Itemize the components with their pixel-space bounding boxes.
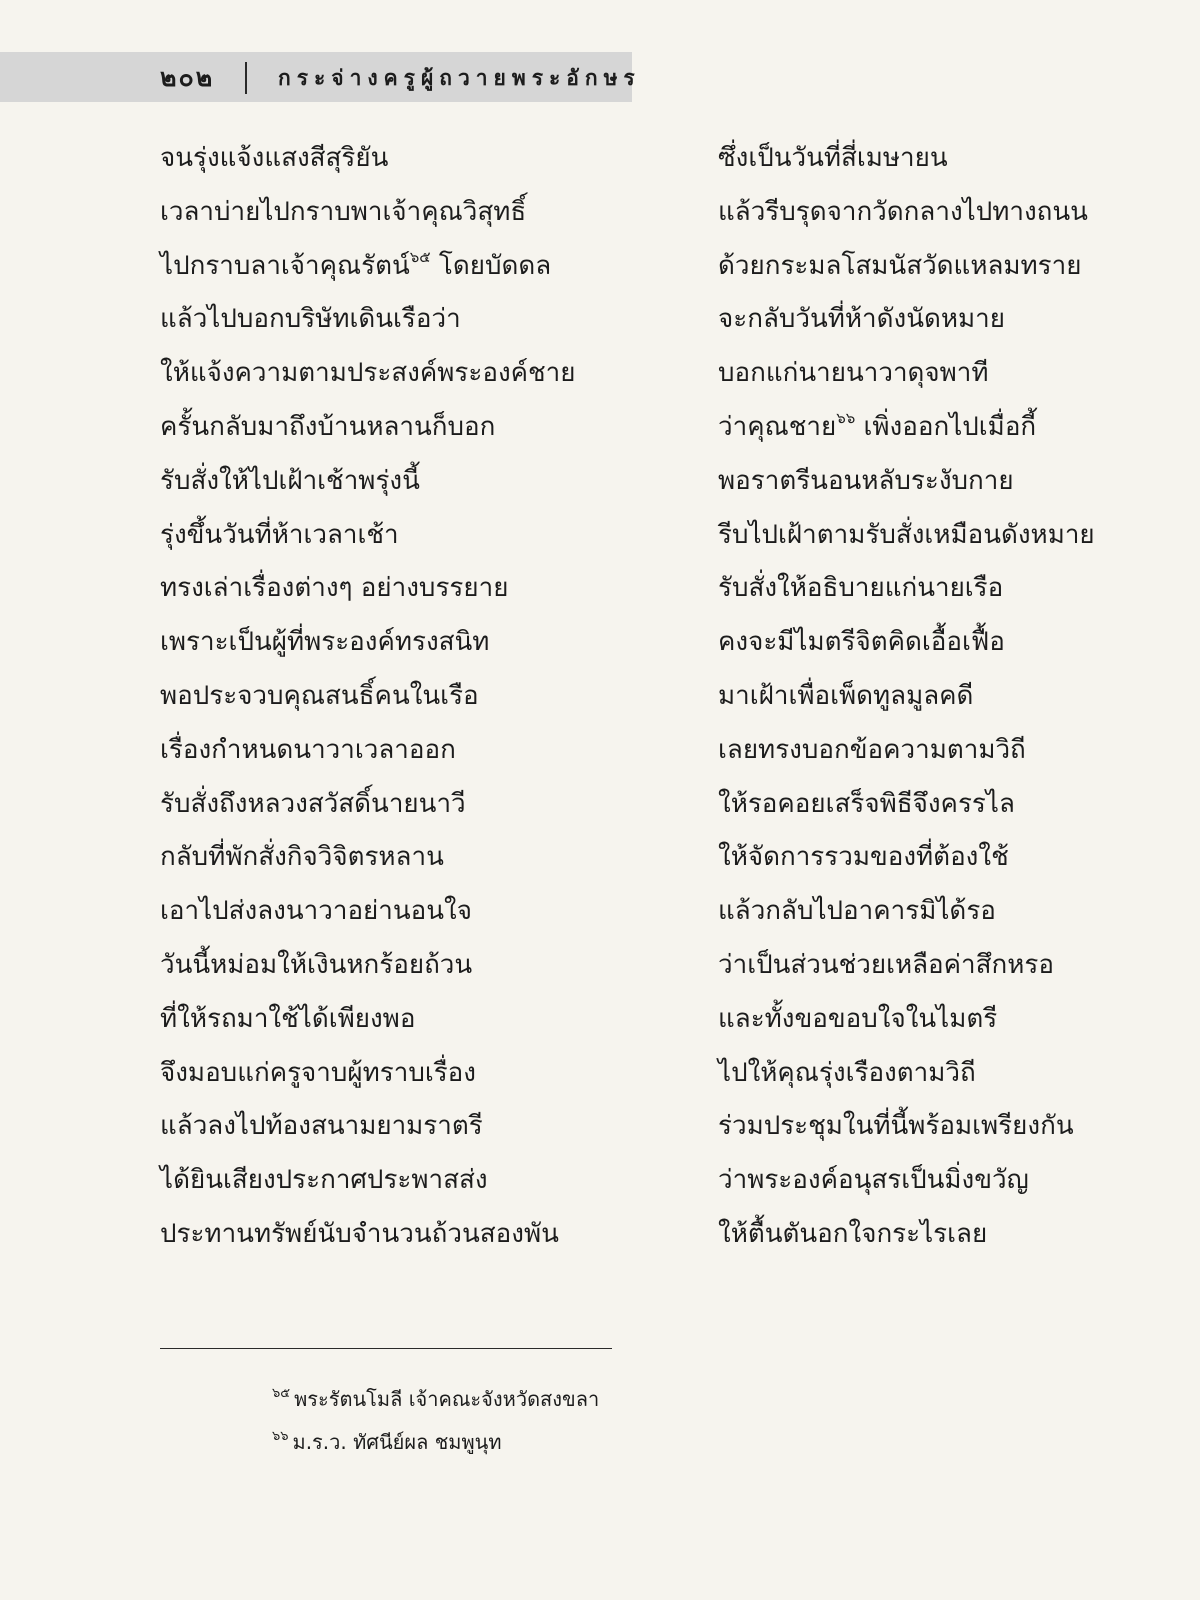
poem-column-right — [718, 132, 1158, 1262]
poem-line-text: แล้วรีบรุดจากวัดกลางไปทางถนน — [718, 196, 1088, 227]
footnote-text: พระรัตนโมลี เจ้าคณะจังหวัดสงขลา — [294, 1387, 600, 1411]
poem-line — [160, 293, 660, 347]
poem-line-text: จะกลับวันที่ห้าดังนัดหมาย — [718, 304, 1005, 335]
footnote-reference: ๖๕ — [409, 247, 431, 266]
poem-line-text: กลับที่พักสั่งกิจวิจิตรหลาน — [160, 842, 444, 873]
poem-line-text: ไปกราบลาเจ้าคุณรัตน์ — [160, 250, 410, 281]
poem-line — [160, 993, 660, 1047]
poem-line-text: พอประจวบคุณสนธิ์คนในเรือ — [160, 680, 479, 711]
poem-line-text: ประทานทรัพย์นับจำนวนถ้วนสองพัน — [160, 1218, 559, 1249]
poem-line — [718, 885, 1158, 939]
poem-line — [718, 186, 1158, 240]
poem-line-text: รุ่งขึ้นวันที่ห้าเวลาเช้า — [160, 519, 399, 550]
poem-line-text: รับสั่งให้อธิบายแก่นายเรือ — [718, 573, 1004, 604]
poem-line — [160, 401, 660, 455]
poem-line-text: บอกแก่นายนาวาดุจพาที — [718, 358, 989, 389]
poem-line — [718, 1047, 1158, 1101]
poem-line — [160, 1154, 660, 1208]
poem-line — [160, 1047, 660, 1101]
poem-line-text: เพราะเป็นผู้ที่พระองค์ทรงสนิท — [160, 627, 490, 658]
poem-line-text: รีบไปเฝ้าตามรับสั่งเหมือนดังหมาย — [718, 519, 1095, 550]
poem-line — [718, 1100, 1158, 1154]
poem-line-text-after: โดยบัดดล — [430, 250, 552, 281]
poem-line — [160, 724, 660, 778]
poem-line-text: ร่วมประชุมในที่นี้พร้อมเพรียงกัน — [718, 1111, 1074, 1142]
poem-line-text: แล้วลงไปท้องสนามยามราตรี — [160, 1111, 483, 1142]
poem-line — [718, 455, 1158, 509]
poem-column-left — [160, 132, 660, 1262]
poem-line-text: คงจะมีไมตรีจิตคิดเอื้อเฟื้อ — [718, 627, 1005, 658]
poem-line-text: ไปให้คุณรุ่งเรืองตามวิถี — [718, 1057, 976, 1088]
footnote-text: ม.ร.ว. ทัศนีย์ผล ชมพูนุท — [292, 1430, 502, 1454]
poem-line-text: แล้วกลับไปอาคารมิได้รอ — [718, 896, 996, 927]
poem-line — [718, 670, 1158, 724]
poem-line — [160, 455, 660, 509]
footnote — [272, 1421, 599, 1464]
poem-line-text: เลยทรงบอกข้อความตามวิถี — [718, 734, 1026, 765]
poem-line — [160, 1208, 660, 1262]
poem-line-text: และทั้งขอขอบใจในไมตรี — [718, 1003, 998, 1034]
footnote-rule — [160, 1348, 612, 1349]
poem-line — [718, 831, 1158, 885]
poem-line-text: ครั้นกลับมาถึงบ้านหลานก็บอก — [160, 411, 496, 442]
poem-line — [160, 778, 660, 832]
poem-line-text: ว่าเป็นส่วนช่วยเหลือค่าสึกหรอ — [718, 949, 1054, 980]
poem-line — [160, 1100, 660, 1154]
poem-line-text: ให้รอคอยเสร็จพิธีจึงครรไล — [718, 788, 1015, 819]
poem-line-text: ว่าคุณชาย — [718, 411, 837, 442]
poem-line — [718, 1154, 1158, 1208]
poem-line-text: ที่ให้รถมาใช้ได้เพียงพอ — [160, 1003, 416, 1034]
poem-line — [718, 293, 1158, 347]
poem-line — [718, 778, 1158, 832]
poem-line — [160, 670, 660, 724]
book-title: กระจ่างครูผู้ถวายพระอักษร — [278, 66, 641, 90]
poem-line — [718, 616, 1158, 670]
footnote-number: ๖๖ — [272, 1429, 289, 1444]
poem-line — [718, 724, 1158, 778]
poem-line — [160, 939, 660, 993]
poem-line-text: วันนี้หม่อมให้เงินหกร้อยถ้วน — [160, 949, 473, 980]
poem-line-text: รับสั่งถึงหลวงสวัสดิ์นายนาวี — [160, 788, 466, 819]
footnote-reference: ๖๖ — [836, 408, 856, 427]
header-divider — [245, 62, 247, 94]
poem-line-text: ว่าพระองค์อนุสรเป็นมิ่งขวัญ — [718, 1165, 1029, 1196]
poem-line-text: ได้ยินเสียงประกาศประพาสส่ง — [160, 1165, 488, 1196]
footnote-number: ๖๕ — [272, 1386, 291, 1401]
poem-line-text: จึงมอบแก่ครูจาบผู้ทราบเรื่อง — [160, 1057, 476, 1088]
poem-line — [718, 562, 1158, 616]
poem-line — [160, 186, 660, 240]
poem-line — [160, 616, 660, 670]
poem-line — [160, 132, 660, 186]
poem-line — [718, 509, 1158, 563]
poem-line-text: เอาไปส่งลงนาวาอย่านอนใจ — [160, 896, 472, 927]
poem-line — [718, 347, 1158, 401]
poem-line-text: แล้วไปบอกบริษัทเดินเรือว่า — [160, 304, 461, 335]
poem-line — [160, 562, 660, 616]
poem-line — [718, 240, 1158, 294]
poem-line-text: จนรุ่งแจ้งแสงสีสุริยัน — [160, 143, 389, 173]
poem-line-text: ให้ตื้นตันอกใจกระไรเลย — [718, 1218, 988, 1249]
poem-line — [718, 993, 1158, 1047]
poem-line-text: ให้แจ้งความตามประสงค์พระองค์ชาย — [160, 358, 576, 389]
page-number: ๒๐๒ — [160, 63, 215, 92]
poem-line-text: เวลาบ่ายไปกราบพาเจ้าคุณวิสุทธิ์ — [160, 196, 527, 227]
poem-line — [160, 347, 660, 401]
footnotes — [272, 1378, 599, 1464]
poem-line-text: เรื่องกำหนดนาวาเวลาออก — [160, 734, 456, 765]
poem-line-text: มาเฝ้าเพื่อเพ็ดทูลมูลคดี — [718, 680, 974, 711]
poem-line — [160, 831, 660, 885]
footnote — [272, 1378, 599, 1421]
poem-line — [718, 132, 1158, 186]
poem-line — [718, 1208, 1158, 1262]
poem-line-text: รับสั่งให้ไปเฝ้าเช้าพรุ่งนี้ — [160, 465, 420, 496]
poem-line-text: ซึ่งเป็นวันที่สี่เมษายน — [718, 143, 948, 173]
poem-line — [718, 401, 1158, 455]
poem-line — [718, 939, 1158, 993]
poem-line — [160, 509, 660, 563]
poem-line-text: ทรงเล่าเรื่องต่างๆ อย่างบรรยาย — [160, 573, 509, 604]
poem-line-text: ให้จัดการรวมของที่ต้องใช้ — [718, 842, 1009, 873]
poem-line — [160, 240, 660, 294]
poem-line — [160, 885, 660, 939]
poem-line-text-after: เพิ่งออกไปเมื่อกี้ — [855, 411, 1037, 442]
poem-line-text: ด้วยกระมลโสมนัสวัดแหลมทราย — [718, 250, 1082, 281]
poem-line-text: พอราตรีนอนหลับระงับกาย — [718, 465, 1014, 496]
